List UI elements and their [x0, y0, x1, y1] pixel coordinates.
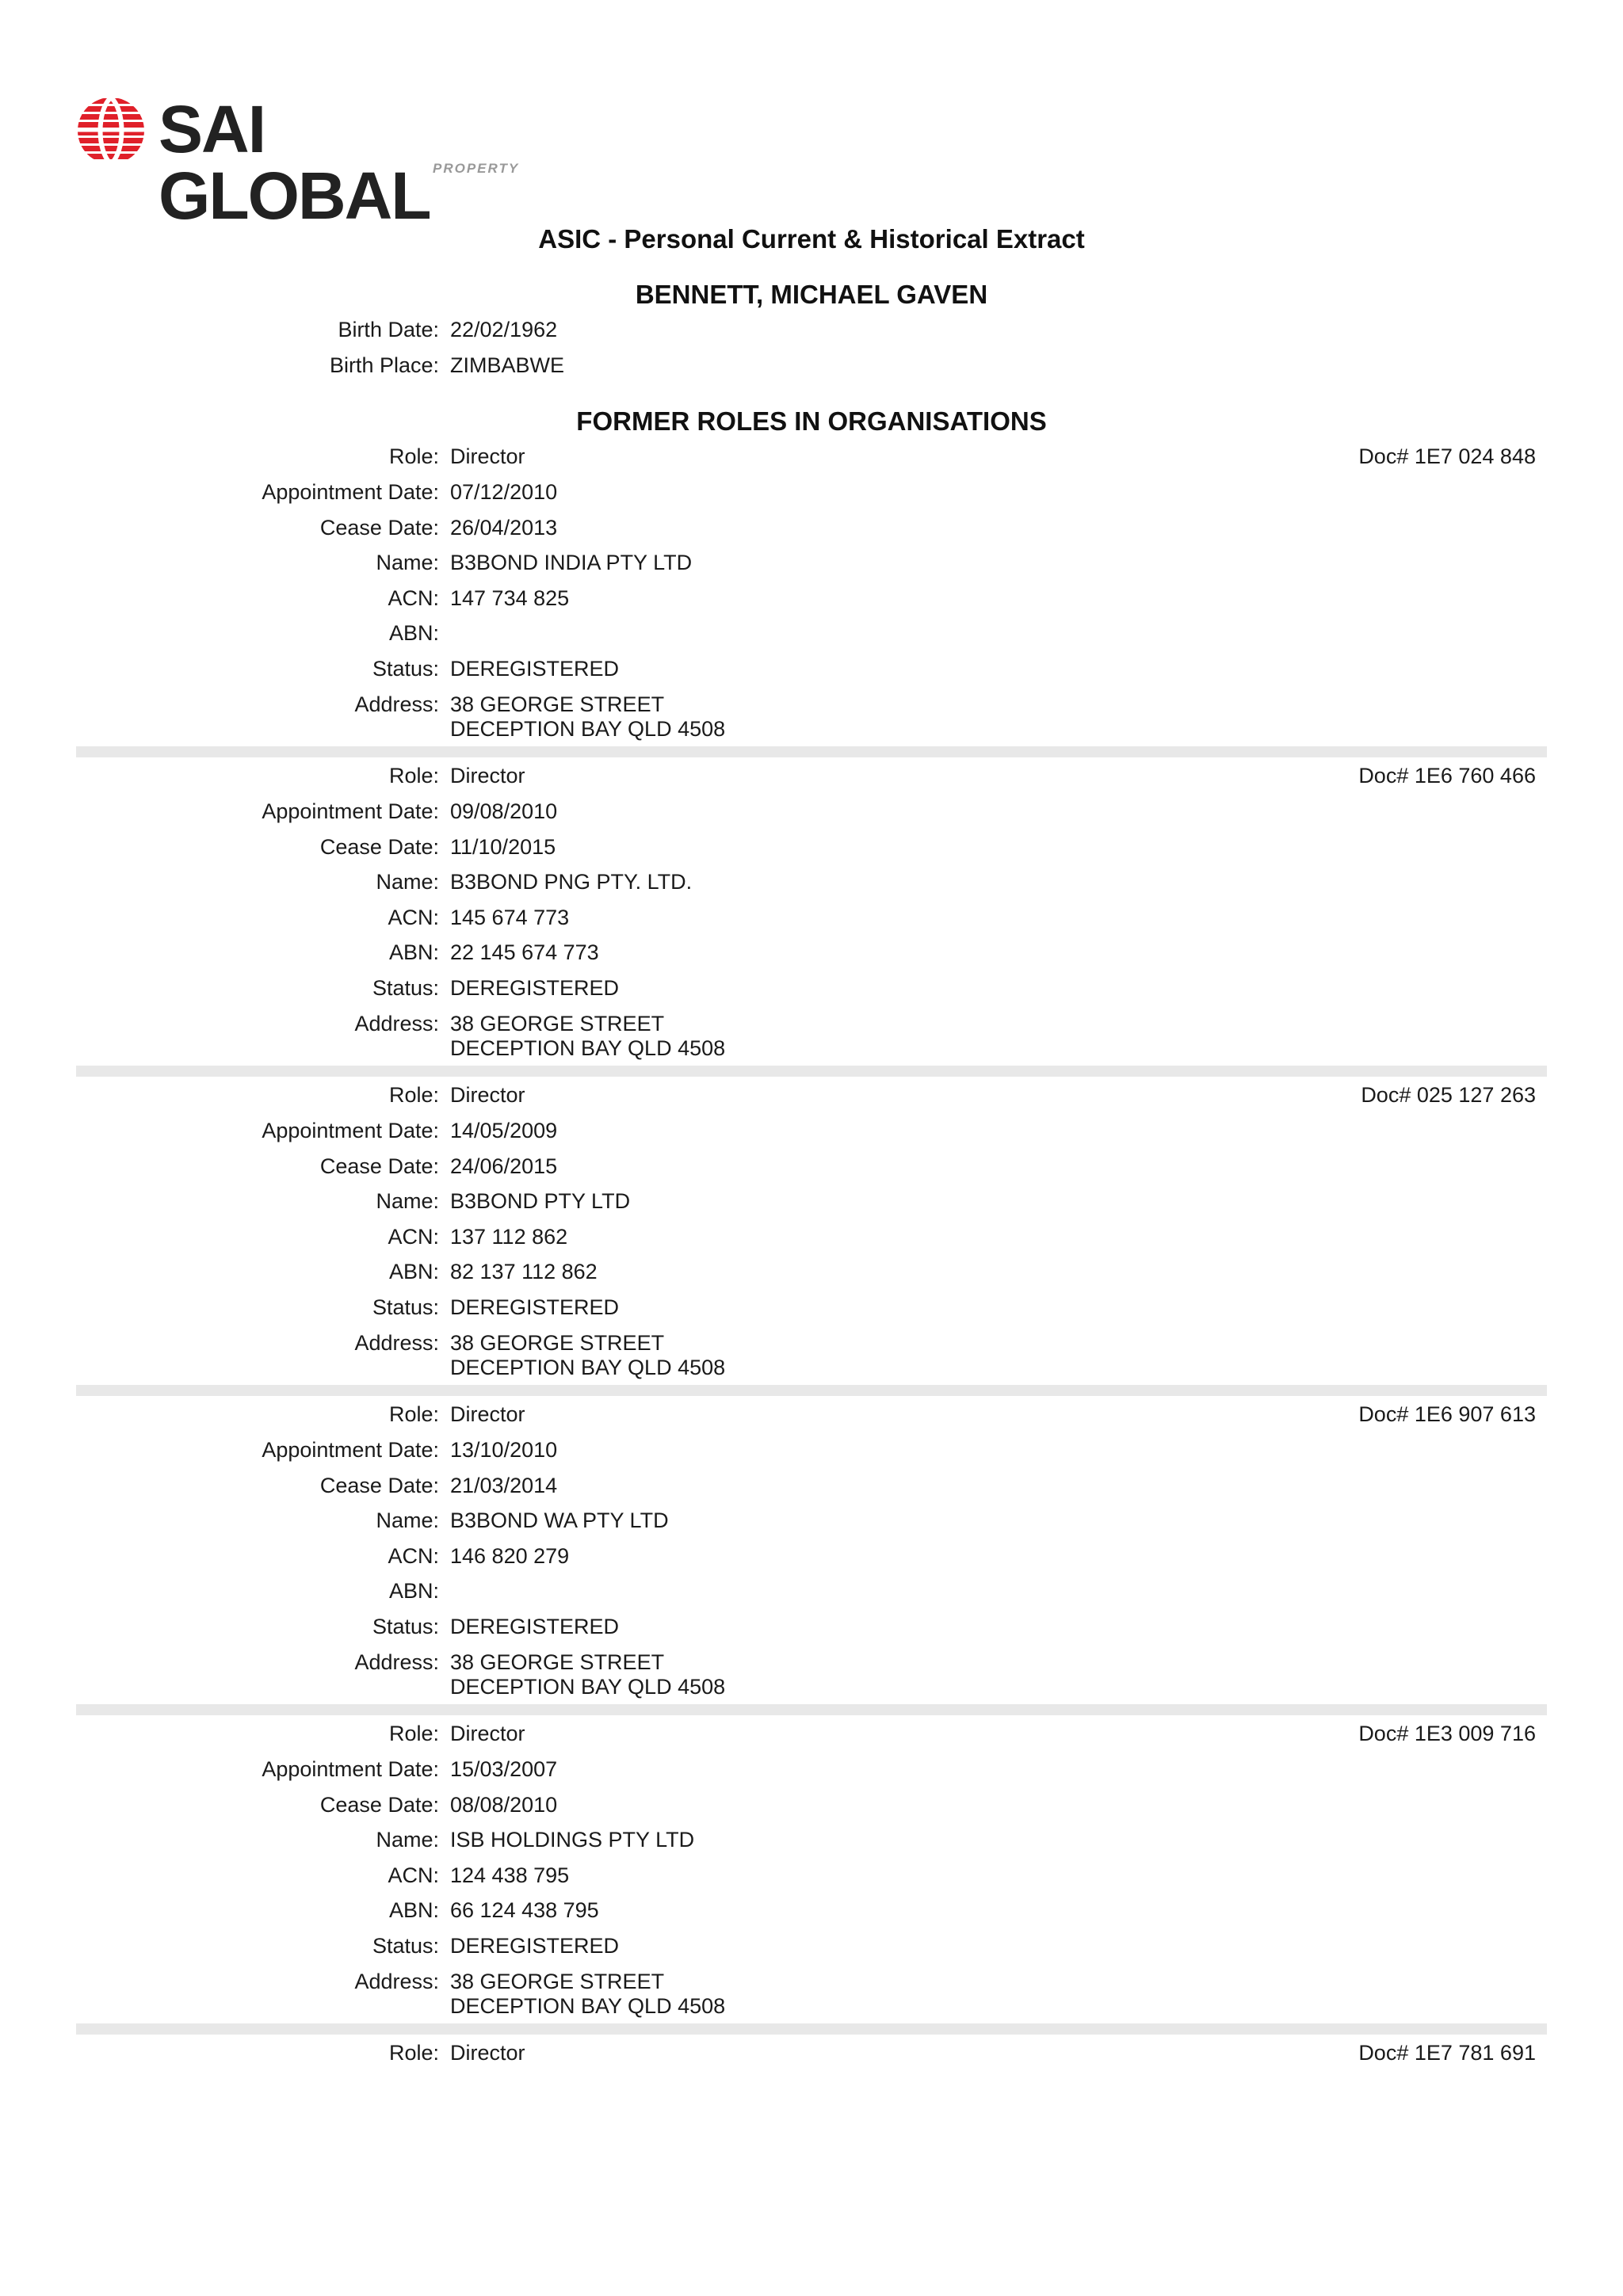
status-row — [0, 1612, 1623, 1647]
appointment-date-value: 15/03/2007 — [450, 1757, 558, 1781]
cease-date-row — [0, 1152, 1623, 1187]
abn-value: 66 124 438 795 — [450, 1898, 599, 1922]
status-row — [0, 1293, 1623, 1328]
address-line2: DECEPTION BAY QLD 4508 — [450, 1675, 726, 1699]
role-value: Director — [450, 1083, 525, 1107]
doc-number: Doc# 1E3 009 716 — [1358, 1722, 1536, 1745]
cease-date-row — [0, 833, 1623, 868]
doc-number: Doc# 1E6 760 466 — [1358, 764, 1536, 788]
role-label: Role: — [388, 1402, 439, 1426]
birth-place-label: Birth Place: — [329, 353, 439, 377]
appointment-date-value: 13/10/2010 — [450, 1438, 558, 1462]
acn-label: ACN: — [388, 906, 439, 929]
org-name-value: B3BOND INDIA PTY LTD — [450, 551, 693, 574]
acn-value: 145 674 773 — [450, 906, 570, 929]
org-name-value: ISB HOLDINGS PTY LTD — [450, 1828, 695, 1852]
status-label: Status: — [372, 1934, 439, 1958]
abn-row — [0, 1577, 1623, 1611]
status-value: DEREGISTERED — [450, 1615, 620, 1638]
cease-date-label: Cease Date: — [319, 1793, 439, 1817]
role-value: Director — [450, 2041, 525, 2065]
org-name-value: B3BOND PTY LTD — [450, 1189, 631, 1213]
status-value: DEREGISTERED — [450, 1934, 620, 1958]
status-row — [0, 1932, 1623, 1966]
acn-row — [0, 1861, 1623, 1896]
acn-value: 146 820 279 — [450, 1544, 570, 1568]
appointment-date-label: Appointment Date: — [262, 1119, 439, 1142]
abn-label: ABN: — [388, 1579, 439, 1603]
address-label: Address: — [354, 692, 439, 716]
cease-date-label: Cease Date: — [319, 835, 439, 859]
acn-value: 137 112 862 — [450, 1225, 568, 1249]
role-value: Director — [450, 1722, 525, 1745]
address-row — [0, 1967, 1623, 2023]
org-name-label: Name: — [376, 1508, 439, 1532]
appointment-date-value: 14/05/2009 — [450, 1119, 558, 1142]
abn-row — [0, 938, 1623, 973]
birth-place-row — [0, 351, 1623, 386]
appointment-date-row — [0, 1436, 1623, 1470]
address-line1: 38 GEORGE STREET — [450, 1012, 665, 1035]
acn-value: 147 734 825 — [450, 586, 570, 610]
abn-value: 82 137 112 862 — [450, 1260, 598, 1283]
cease-date-label: Cease Date: — [319, 1154, 439, 1178]
birth-date-row — [0, 315, 1623, 350]
address-row — [0, 1329, 1623, 1384]
appointment-date-row — [0, 1755, 1623, 1790]
role-row — [0, 2039, 1623, 2073]
globe-icon — [73, 94, 149, 170]
abn-label: ABN: — [388, 1898, 439, 1922]
role-label: Role: — [388, 2041, 439, 2065]
status-label: Status: — [372, 1295, 439, 1319]
address-line2: DECEPTION BAY QLD 4508 — [450, 1356, 726, 1379]
document-title: ASIC - Personal Current & Historical Extract — [538, 224, 1085, 254]
appointment-date-label: Appointment Date: — [262, 799, 439, 823]
logo-wordmark: SAI GLOBAL — [158, 92, 430, 233]
address-label: Address: — [354, 1970, 439, 1993]
status-label: Status: — [372, 657, 439, 681]
acn-row — [0, 903, 1623, 938]
appointment-date-row — [0, 478, 1623, 513]
acn-row — [0, 1222, 1623, 1257]
address-line2: DECEPTION BAY QLD 4508 — [450, 1994, 726, 2018]
role-value: Director — [450, 444, 525, 468]
person-name: BENNETT, MICHAEL GAVEN — [635, 280, 988, 309]
birth-date-label: Birth Date: — [338, 318, 439, 341]
appointment-date-label: Appointment Date: — [262, 480, 439, 504]
status-value: DEREGISTERED — [450, 657, 620, 681]
cease-date-row — [0, 1471, 1623, 1506]
role-row — [0, 1081, 1623, 1116]
sai-global-logo — [73, 91, 548, 233]
record-separator — [76, 1385, 1547, 1396]
address-label: Address: — [354, 1012, 439, 1035]
status-row — [0, 974, 1623, 1009]
abn-label: ABN: — [388, 940, 439, 964]
address-line2: DECEPTION BAY QLD 4508 — [450, 1036, 726, 1060]
status-label: Status: — [372, 1615, 439, 1638]
cease-date-value: 24/06/2015 — [450, 1154, 558, 1178]
address-line1: 38 GEORGE STREET — [450, 1970, 665, 1993]
status-row — [0, 654, 1623, 689]
doc-number: Doc# 1E7 024 848 — [1358, 444, 1536, 468]
doc-number: Doc# 025 127 263 — [1361, 1083, 1536, 1107]
abn-row — [0, 619, 1623, 654]
appointment-date-label: Appointment Date: — [262, 1438, 439, 1462]
org-name-row — [0, 1825, 1623, 1860]
org-name-row — [0, 1506, 1623, 1541]
role-row — [0, 442, 1623, 477]
acn-label: ACN: — [388, 586, 439, 610]
record-separator — [76, 2023, 1547, 2035]
org-name-label: Name: — [376, 551, 439, 574]
acn-label: ACN: — [388, 1863, 439, 1887]
org-name-row — [0, 868, 1623, 902]
role-row — [0, 1719, 1623, 1754]
record-separator — [76, 1066, 1547, 1077]
cease-date-value: 11/10/2015 — [450, 835, 556, 859]
address-label: Address: — [354, 1650, 439, 1674]
appointment-date-value: 09/08/2010 — [450, 799, 558, 823]
status-value: DEREGISTERED — [450, 976, 620, 1000]
status-value: DEREGISTERED — [450, 1295, 620, 1319]
acn-label: ACN: — [388, 1225, 439, 1249]
cease-date-row — [0, 1791, 1623, 1825]
appointment-date-label: Appointment Date: — [262, 1757, 439, 1781]
role-row — [0, 1400, 1623, 1435]
abn-row — [0, 1257, 1623, 1292]
cease-date-value: 21/03/2014 — [450, 1474, 558, 1497]
role-label: Role: — [388, 444, 439, 468]
cease-date-label: Cease Date: — [319, 516, 439, 540]
role-value: Director — [450, 1402, 525, 1426]
appointment-date-row — [0, 1116, 1623, 1151]
role-row — [0, 761, 1623, 796]
birth-place-value: ZIMBABWE — [450, 353, 565, 377]
role-value: Director — [450, 764, 525, 788]
appointment-date-value: 07/12/2010 — [450, 480, 558, 504]
cease-date-label: Cease Date: — [319, 1474, 439, 1497]
org-name-value: B3BOND PNG PTY. LTD. — [450, 870, 693, 894]
abn-value: 22 145 674 773 — [450, 940, 599, 964]
address-row — [0, 1648, 1623, 1703]
record-separator — [76, 746, 1547, 757]
status-label: Status: — [372, 976, 439, 1000]
role-label: Role: — [388, 1722, 439, 1745]
doc-number: Doc# 1E6 907 613 — [1358, 1402, 1536, 1426]
address-label: Address: — [354, 1331, 439, 1355]
acn-row — [0, 1542, 1623, 1577]
address-line2: DECEPTION BAY QLD 4508 — [450, 717, 726, 741]
address-row — [0, 1009, 1623, 1065]
doc-number: Doc# 1E7 781 691 — [1358, 2041, 1536, 2065]
address-line1: 38 GEORGE STREET — [450, 1331, 665, 1355]
acn-value: 124 438 795 — [450, 1863, 570, 1887]
org-name-label: Name: — [376, 1189, 439, 1213]
section-heading: FORMER ROLES IN ORGANISATIONS — [576, 406, 1047, 436]
org-name-label: Name: — [376, 870, 439, 894]
birth-date-value: 22/02/1962 — [450, 318, 558, 341]
address-line1: 38 GEORGE STREET — [450, 692, 665, 716]
cease-date-value: 26/04/2013 — [450, 516, 558, 540]
abn-label: ABN: — [388, 1260, 439, 1283]
org-name-row — [0, 1187, 1623, 1222]
address-line1: 38 GEORGE STREET — [450, 1650, 665, 1674]
org-name-value: B3BOND WA PTY LTD — [450, 1508, 669, 1532]
role-label: Role: — [388, 764, 439, 788]
org-name-label: Name: — [376, 1828, 439, 1852]
cease-date-value: 08/08/2010 — [450, 1793, 558, 1817]
acn-label: ACN: — [388, 1544, 439, 1568]
logo-tagline: PROPERTY — [433, 161, 520, 176]
org-name-row — [0, 548, 1623, 583]
abn-label: ABN: — [388, 621, 439, 645]
address-row — [0, 690, 1623, 746]
cease-date-row — [0, 513, 1623, 548]
abn-row — [0, 1896, 1623, 1931]
appointment-date-row — [0, 797, 1623, 832]
acn-row — [0, 584, 1623, 619]
record-separator — [76, 1704, 1547, 1715]
role-label: Role: — [388, 1083, 439, 1107]
